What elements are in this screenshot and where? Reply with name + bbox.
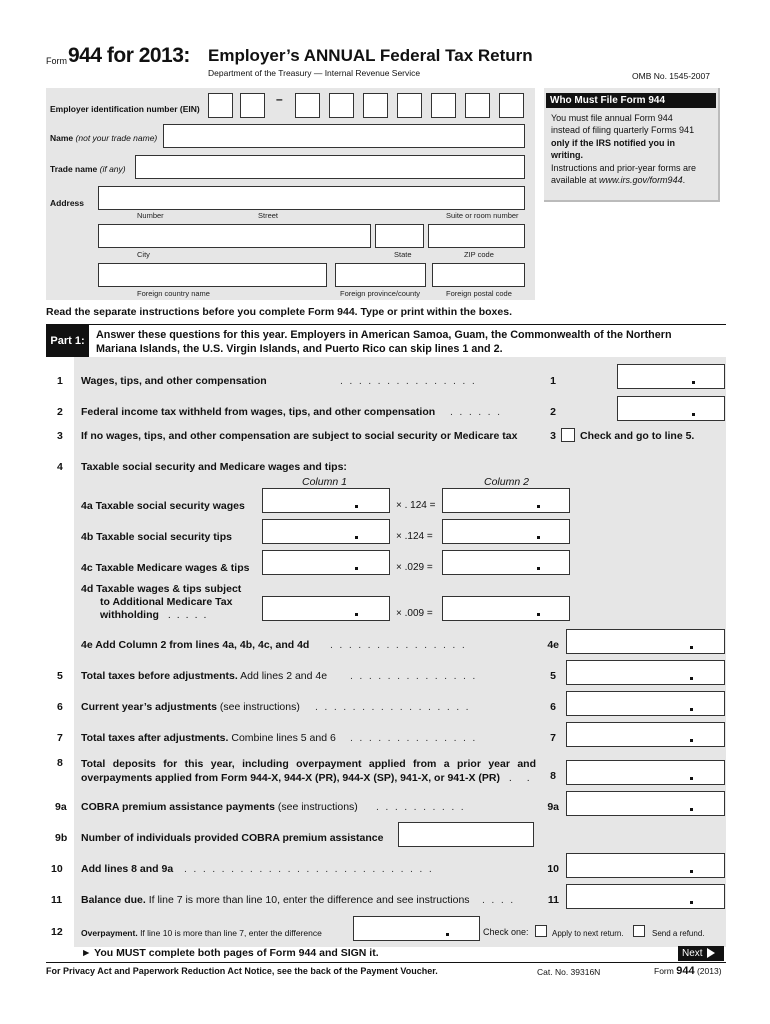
ein-dash: –	[276, 92, 283, 106]
state-caption: State	[394, 250, 412, 259]
ein-digit-7[interactable]	[431, 93, 456, 118]
number-caption: Number	[137, 211, 164, 220]
line2-amount[interactable]	[617, 396, 725, 421]
instructions-note: Read the separate instructions before you complete Form 944. Type or print within the boxes.	[46, 306, 512, 318]
who-must-file-text: You must file annual Form 944 instead of filing quarterly Forms 941 only if the IRS notified you in writing. Instructions and prior-year forms are available at www.irs.gov/form944.	[551, 113, 697, 186]
line4d-multiplier: × .009 =	[396, 608, 433, 619]
line4b-multiplier: × .124 =	[396, 531, 433, 542]
check-one-label: Check one:	[483, 927, 529, 937]
line9b-count[interactable]	[398, 822, 534, 847]
street-caption: Street	[258, 211, 279, 220]
ein-digit-3[interactable]	[295, 93, 320, 118]
street-address-field[interactable]	[98, 186, 525, 210]
who-must-file-box	[544, 88, 720, 202]
form-number-title: 944 for 2013:	[68, 44, 190, 67]
line9a-amount[interactable]	[566, 791, 725, 816]
line10-amount[interactable]	[566, 853, 725, 878]
line6-amount[interactable]	[566, 691, 725, 716]
apply-next-return-label: Apply to next return.	[552, 929, 624, 938]
line11-number: 11	[51, 894, 63, 906]
footer-rule	[46, 962, 726, 963]
line4a-label: 4a Taxable social security wages	[81, 500, 245, 512]
form-word: Form	[46, 56, 67, 66]
ein-digit-1[interactable]	[208, 93, 233, 118]
line11-amount[interactable]	[566, 884, 725, 909]
line1-ref: 1	[550, 375, 556, 387]
line5-amount[interactable]	[566, 660, 725, 685]
ein-digit-9[interactable]	[499, 93, 524, 118]
line2-label: Federal income tax withheld from wages, tips, and other compensation	[81, 406, 436, 418]
line5-label: Total taxes before adjustments. Add lines 2 and 4e	[81, 670, 328, 682]
state-field[interactable]	[375, 224, 424, 248]
line4a-column2[interactable]	[442, 488, 570, 513]
must-complete-note: ► You MUST complete both pages of Form 944 and SIGN it.	[81, 947, 379, 959]
footer-form-id: Form 944 (2013)	[654, 965, 722, 977]
city-caption: City	[137, 250, 150, 259]
line3-number: 3	[57, 430, 63, 442]
line3-check-text: Check and go to line 5.	[580, 430, 695, 442]
zip-caption: ZIP code	[464, 250, 494, 259]
privacy-notice: For Privacy Act and Paperwork Reduction Act Notice, see the back of the Payment Voucher.	[46, 966, 438, 976]
name-field[interactable]	[163, 124, 525, 148]
line9a-ref: 9a	[547, 801, 559, 813]
line4e-ref: 4e	[547, 639, 559, 651]
trade-name-label: Trade name (if any)	[50, 164, 126, 174]
ein-digit-6[interactable]	[397, 93, 422, 118]
name-label: Name (not your trade name)	[50, 133, 158, 143]
trade-name-field[interactable]	[135, 155, 525, 179]
line3-checkbox[interactable]	[561, 428, 575, 442]
line3-ref: 3	[550, 430, 556, 442]
line12-amount[interactable]	[353, 916, 480, 941]
form-header	[46, 44, 726, 84]
line2-leader: ......	[450, 406, 507, 418]
line4d-column2[interactable]	[442, 596, 570, 621]
send-refund-label: Send a refund.	[652, 929, 705, 938]
line6-label: Current year’s adjustments (see instructions)	[81, 701, 300, 713]
column1-heading: Column 1	[302, 476, 347, 488]
foreign-province-field[interactable]	[335, 263, 426, 287]
line2-number: 2	[57, 406, 63, 418]
line2-ref: 2	[550, 406, 556, 418]
line9a-label: COBRA premium assistance payments (see instructions)	[81, 801, 358, 813]
line10-number: 10	[51, 863, 63, 875]
line8-number: 8	[57, 757, 63, 769]
line1-label: Wages, tips, and other compensation	[81, 375, 267, 387]
line1-amount[interactable]	[617, 364, 725, 389]
line1-leader: ...............	[340, 375, 482, 387]
omb-number: OMB No. 1545-2007	[632, 71, 710, 81]
line9b-label: Number of individuals provided COBRA premium assistance	[81, 832, 384, 844]
line7-amount[interactable]	[566, 722, 725, 747]
line4-number: 4	[57, 461, 63, 473]
line10-label: Add lines 8 and 9a	[81, 863, 174, 875]
line4d-label: 4d Taxable wages & tips subject to Additional Medicare Tax withholding .....	[81, 583, 242, 621]
foreign-postal-caption: Foreign postal code	[446, 289, 512, 298]
line4b-column2[interactable]	[442, 519, 570, 544]
apply-next-return-checkbox[interactable]	[535, 925, 547, 937]
line4-label: Taxable social security and Medicare wages and tips:	[81, 461, 347, 473]
line10-ref: 10	[547, 863, 559, 875]
line9b-number: 9b	[55, 832, 68, 844]
next-page-indicator	[678, 946, 724, 961]
suite-caption: Suite or room number	[446, 211, 519, 220]
part1-header	[46, 324, 726, 358]
line4d-column1[interactable]	[262, 596, 390, 621]
zip-field[interactable]	[428, 224, 525, 248]
line7-ref: 7	[550, 732, 556, 744]
line4b-column1[interactable]	[262, 519, 390, 544]
line12-label: Overpayment. If line 10 is more than line 7, enter the difference	[81, 928, 322, 938]
line4c-multiplier: × .029 =	[396, 562, 433, 573]
line1-number: 1	[57, 375, 63, 387]
ein-digit-8[interactable]	[465, 93, 490, 118]
line4a-column1[interactable]	[262, 488, 390, 513]
line7-number: 7	[57, 732, 63, 744]
line5-number: 5	[57, 670, 63, 682]
line5-leader: ..............	[350, 670, 482, 682]
part1-label: Part 1:	[46, 325, 89, 357]
ein-digit-4[interactable]	[329, 93, 354, 118]
line7-label: Total taxes after adjustments. Combine lines 5 and 6	[81, 732, 336, 744]
line3-label: If no wages, tips, and other compensation are subject to social security or Medicare tax	[81, 430, 518, 442]
arrow-right-icon	[707, 948, 715, 958]
line4c-column1[interactable]	[262, 550, 390, 575]
line4e-label: 4e Add Column 2 from lines 4a, 4b, 4c, and 4d	[81, 639, 310, 651]
foreign-country-caption: Foreign country name	[137, 289, 210, 298]
foreign-province-caption: Foreign province/county	[340, 289, 421, 298]
line11-leader: ....	[482, 894, 520, 906]
line4e-amount[interactable]	[566, 629, 725, 654]
send-refund-checkbox[interactable]	[633, 925, 645, 937]
line12-number: 12	[51, 926, 63, 938]
part1-text: Answer these questions for this year. Employers in American Samoa, Guam, the Commonwealth of the Northern Mariana Islands, the U.S. Virgin Islands, and Puerto Rico can skip lines 1 and 2.	[96, 329, 672, 355]
line8-amount[interactable]	[566, 760, 725, 785]
line-number-column	[46, 357, 74, 947]
line4b-label: 4b Taxable social security tips	[81, 531, 232, 543]
next-label: Next	[682, 948, 703, 959]
line4c-label: 4c Taxable Medicare wages & tips	[81, 562, 250, 574]
line4e-leader: ...............	[330, 639, 472, 651]
line7-leader: ..............	[350, 732, 482, 744]
line10-leader: ...........................	[184, 863, 439, 875]
catalog-number: Cat. No. 39316N	[537, 967, 601, 977]
line6-number: 6	[57, 701, 63, 713]
line9a-number: 9a	[55, 801, 67, 813]
ein-digit-2[interactable]	[240, 93, 265, 118]
line6-leader: .................	[315, 701, 476, 713]
city-field[interactable]	[98, 224, 371, 248]
line4c-column2[interactable]	[442, 550, 570, 575]
foreign-country-field[interactable]	[98, 263, 327, 287]
line8-label: Total deposits for this year, including overpayment applied from a prior year and overpayments applied from Form 944-X, 944-X (PR), 944-X (SP), 941-X, or 941-X (PR) . .	[81, 758, 536, 784]
line4a-multiplier: × . 124 =	[396, 500, 436, 511]
line9a-leader: ..........	[376, 801, 471, 813]
line11-label: Balance due. If line 7 is more than line 10, enter the difference and see instructions	[81, 894, 470, 906]
ein-label: Employer identification number (EIN)	[50, 104, 200, 114]
address-label: Address	[50, 198, 85, 208]
who-must-file-heading: Who Must File Form 944	[546, 93, 716, 108]
form-title: Employer’s ANNUAL Federal Tax Return	[208, 46, 533, 65]
column2-heading: Column 2	[484, 476, 529, 488]
line5-ref: 5	[550, 670, 556, 682]
line8-ref: 8	[550, 770, 556, 782]
ein-digit-5[interactable]	[363, 93, 388, 118]
line6-ref: 6	[550, 701, 556, 713]
department-line: Department of the Treasury — Internal Revenue Service	[208, 68, 421, 78]
foreign-postal-field[interactable]	[432, 263, 525, 287]
line11-ref: 11	[547, 894, 559, 906]
